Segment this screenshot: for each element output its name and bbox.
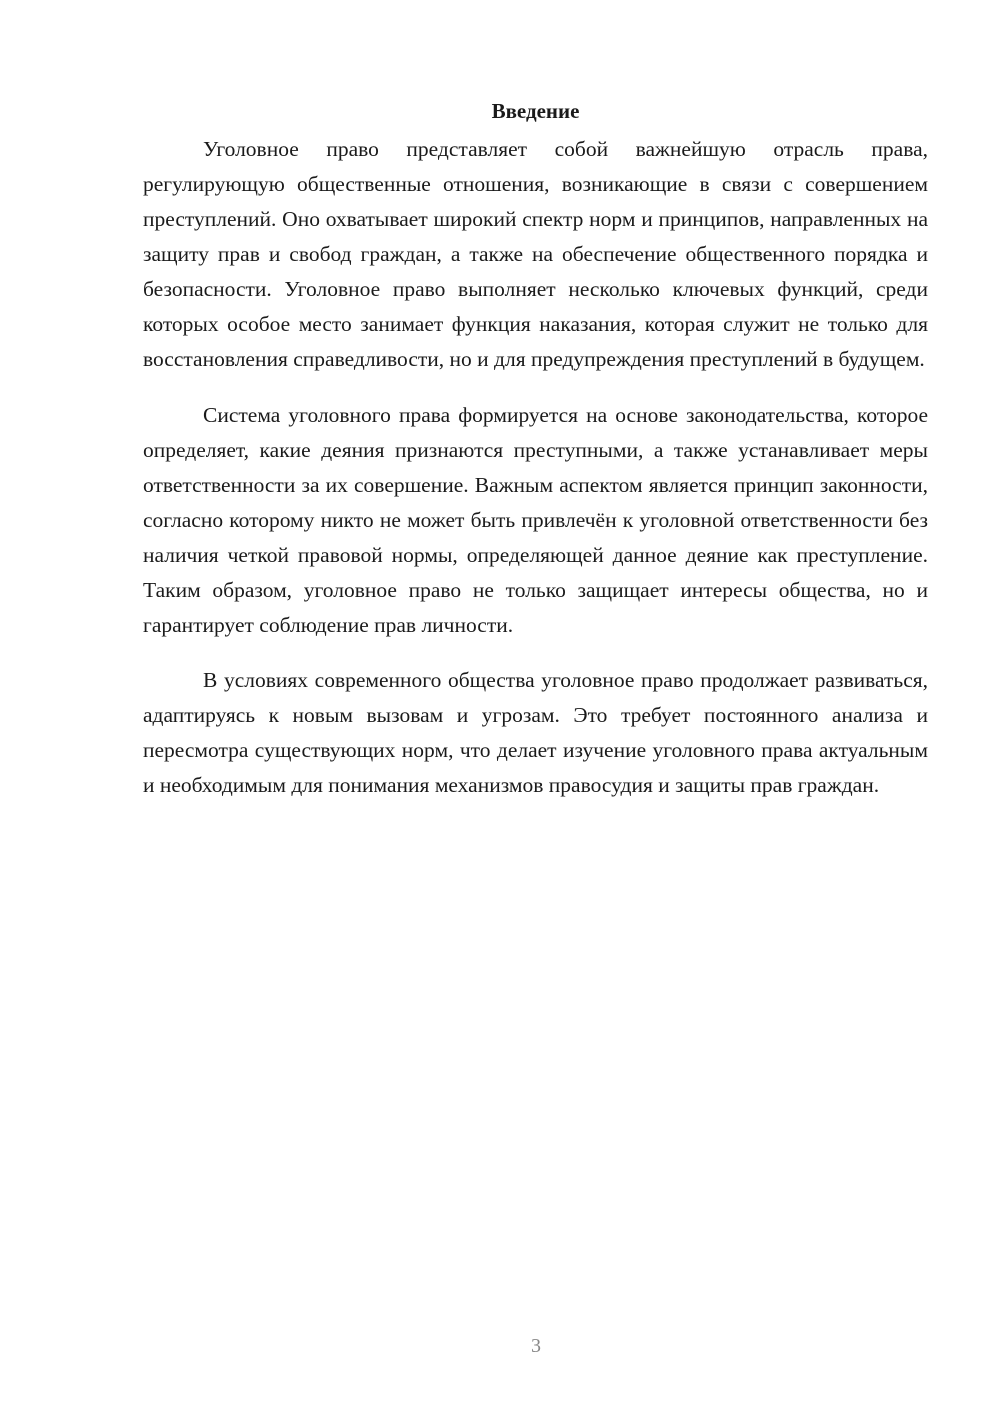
paragraph-2: Система уголовного права формируется на основе законодательства, которое определяет, какие деяния признаются преступными, а также устанавливает меры ответственности за их совершение. Важным аспектом является принцип законности, согласно которому никто не может быть привлечён к уголовной ответственности без наличия четкой правовой нормы, определяющей данное деяние как преступление. Таким образом, уголовное право не только защищает интересы общества, но и гарантирует соблюдение прав личности. <box>143 403 928 637</box>
paragraph-1: Уголовное право представляет собой важнейшую отрасль права, регулирующую общественные отношения, возникающие в связи с совершением преступлений. Оно охватывает широкий спектр норм и принципов, направленных на защиту прав и свобод граждан, а также на обеспечение общественного порядка и безопасности. Уголовное право выполняет несколько ключевых функций, среди которых особое место занимает функция наказания, которая служит не только для восстановления справедливости, но и для предупреждения преступлений в будущем. <box>143 137 928 371</box>
page-number: 3 <box>531 1335 541 1357</box>
document-body <box>143 96 928 803</box>
section-heading: Введение <box>491 99 580 123</box>
paragraph-3: В условиях современного общества уголовное право продолжает развиваться, адаптируясь к новым вызовам и угрозам. Это требует постоянного анализа и пересмотра существующих норм, что делает изучение уголовного права актуальным и необходимым для понимания механизмов правосудия и защиты прав граждан. <box>143 668 928 797</box>
